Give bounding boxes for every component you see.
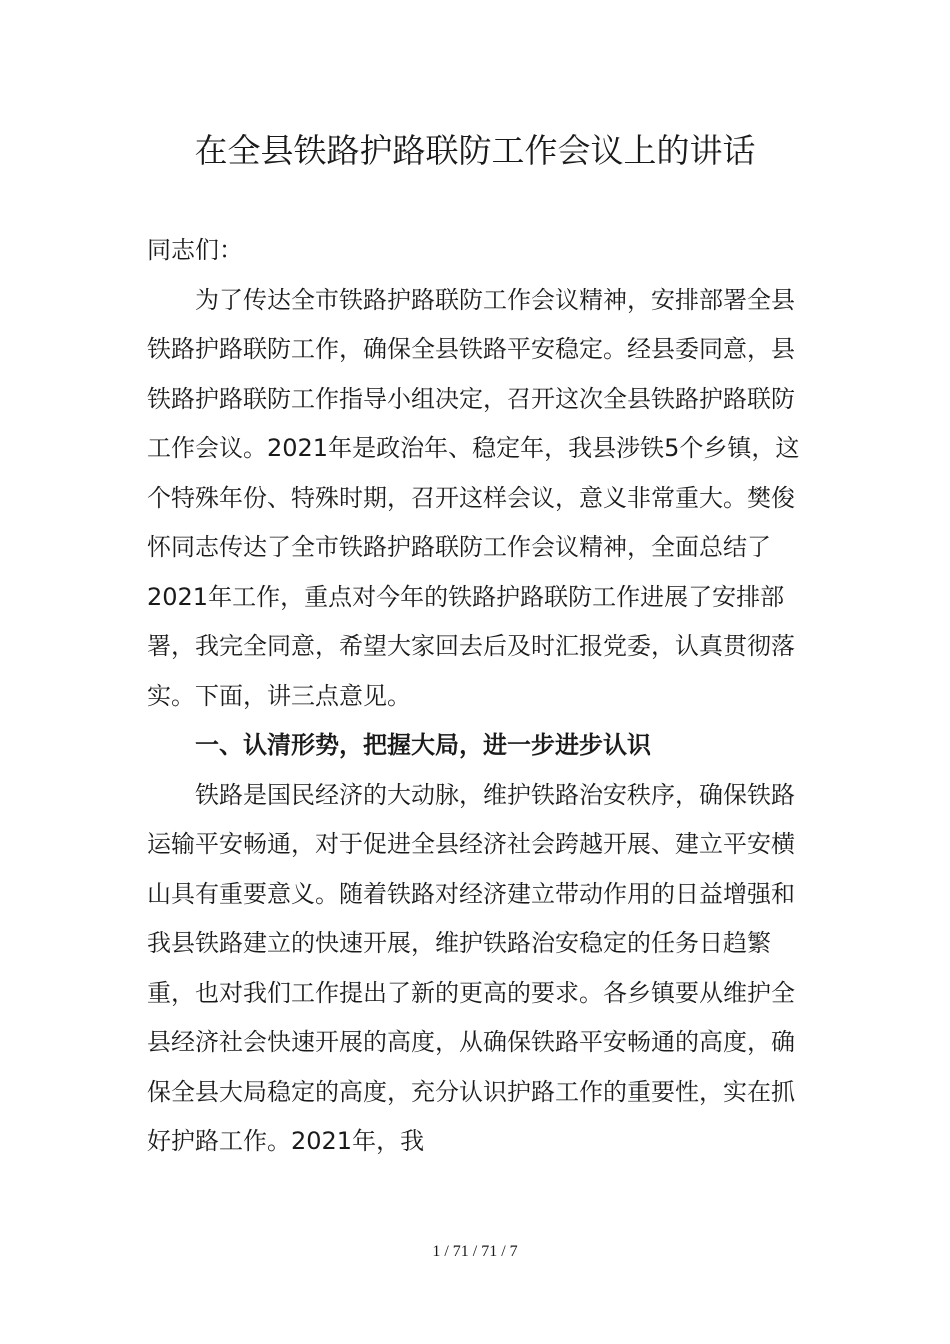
document-body <box>147 226 807 1167</box>
page-number-footer: 1 / 71 / 71 / 7 <box>432 1243 518 1260</box>
salutation: 同志们： <box>147 236 243 264</box>
section-heading: 一、认清形势，把握大局，进一步进步认识 <box>195 731 651 759</box>
paragraph-intro: 为了传达全市铁路护路联防工作会议精神，安排部署全县铁路护路联防工作，确保全县铁路平安稳定。经县委同意，县铁路护路联防工作指导小组决定，召开这次全县铁路护路联防工作会议。2021年是政治年、稳定年，我县涉铁5个乡镇，这个特殊年份、特殊时期，召开这样会议，意义非常重大。樊俊怀同志传达了全市铁路护路联防工作会议精神，全面总结了2021年工作，重点对今年的铁路护路联防工作进展了安排部署，我完全同意，希望大家回去后及时汇报党委，认真贯彻落实。下面，讲三点意见。 <box>147 285 800 710</box>
document-title: 在全县铁路护路联防工作会议上的讲话 <box>194 131 756 170</box>
paragraph-section-1: 铁路是国民经济的大动脉，维护铁路治安秩序，确保铁路运输平安畅通，对于促进全县经济社会跨越开展、建立平安横山具有重要意义。随着铁路对经济建立带动作用的日益增强和我县铁路建立的快速开展，维护铁路治安稳定的任务日趋繁重，也对我们工作提出了新的更高的要求。各乡镇要从维护全县经济社会快速开展的高度，从确保铁路平安畅通的高度，确保全县大局稳定的高度，充分认识护路工作的重要性，实在抓好护路工作。2021年，我 <box>147 780 795 1155</box>
